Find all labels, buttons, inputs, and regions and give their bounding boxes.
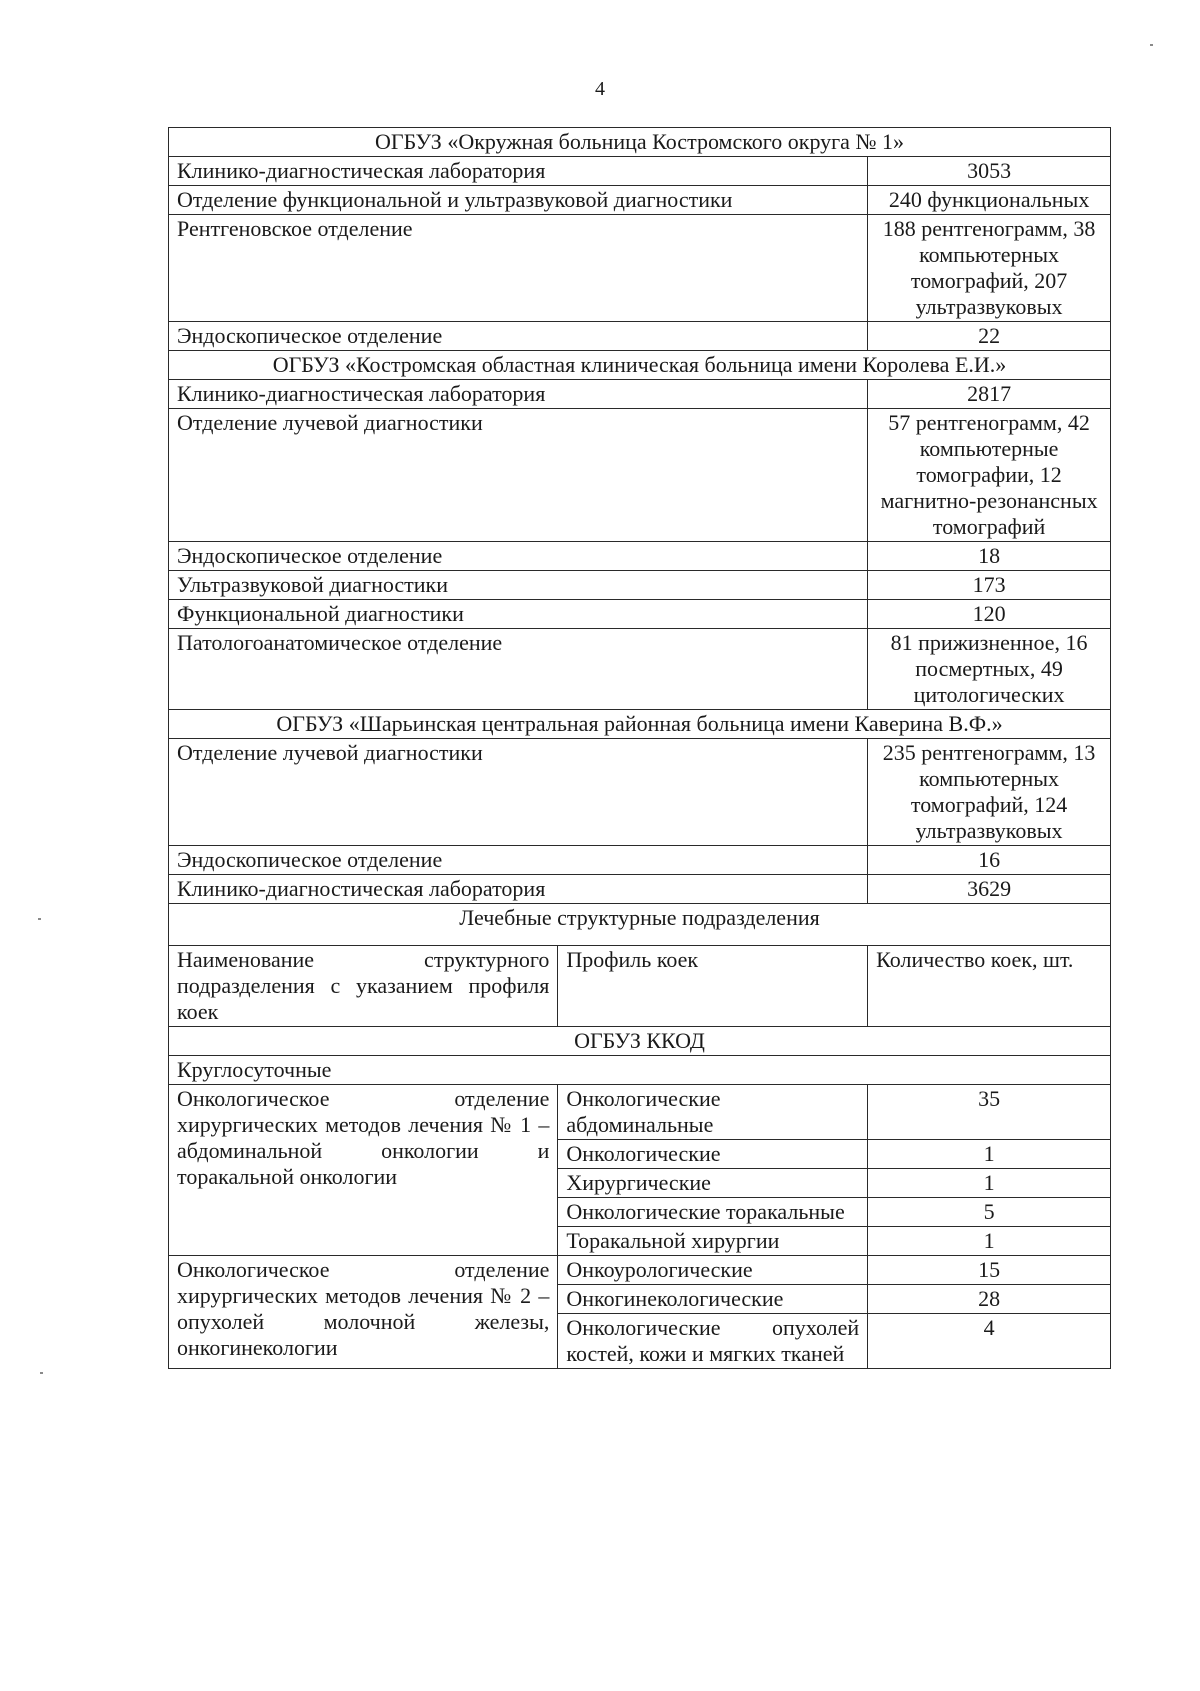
table-row xyxy=(169,629,1111,710)
section-title-row xyxy=(169,351,1111,380)
bed-count: 1 xyxy=(868,1140,1111,1169)
section2-title: ОГБУЗ «Костромская областная клиническая больница имени Королева Е.И.» xyxy=(169,351,1111,380)
scan-speck xyxy=(38,918,41,920)
unit-name: Клинико-диагностическая лаборатория xyxy=(169,380,868,409)
unit-value: 16 xyxy=(868,846,1111,875)
bed-profile: Онкогинекологические xyxy=(558,1285,868,1314)
bed-profile: Хирургические xyxy=(558,1169,868,1198)
section-title-row xyxy=(169,710,1111,739)
unit-value: 120 xyxy=(868,600,1111,629)
department-name: Онкологическое отделение хирургических методов лечения № 2 – опухолей молочной железы, онкогинекологии xyxy=(169,1256,558,1369)
bed-count: 28 xyxy=(868,1285,1111,1314)
mode-label: Круглосуточные xyxy=(169,1056,1111,1085)
section-title-row xyxy=(169,904,1111,946)
treatment-title: Лечебные структурные подразделения xyxy=(169,904,1111,946)
unit-value: 3629 xyxy=(868,875,1111,904)
table-row xyxy=(169,1256,1111,1285)
unit-value: 57 рентгенограмм, 42 компьютерные томографии, 12 магнитно-резонансных томографий xyxy=(868,409,1111,542)
header-name: Наименование структурного подразделения с указанием профиля коек xyxy=(169,946,558,1027)
unit-value: 3053 xyxy=(868,157,1111,186)
unit-value: 173 xyxy=(868,571,1111,600)
unit-name: Эндоскопическое отделение xyxy=(169,542,868,571)
mode-row xyxy=(169,1056,1111,1085)
unit-value: 188 рентгенограмм, 38 компьютерных томографий, 207 ультразвуковых xyxy=(868,215,1111,322)
unit-name: Отделение лучевой диагностики xyxy=(169,409,868,542)
unit-value: 18 xyxy=(868,542,1111,571)
table-row xyxy=(169,186,1111,215)
bed-profile: Онкологические опухолей костей, кожи и мягких тканей xyxy=(558,1314,868,1369)
table-row xyxy=(169,846,1111,875)
section3-title: ОГБУЗ «Шарьинская центральная районная больница имени Каверина В.Ф.» xyxy=(169,710,1111,739)
page-number: 4 xyxy=(595,78,605,100)
bed-count: 35 xyxy=(868,1085,1111,1140)
table-row xyxy=(169,157,1111,186)
table-row xyxy=(169,1085,1111,1140)
unit-name: Отделение лучевой диагностики xyxy=(169,739,868,846)
bed-profile: Онкологические торакальные xyxy=(558,1198,868,1227)
unit-name: Патологоанатомическое отделение xyxy=(169,629,868,710)
table-row xyxy=(169,571,1111,600)
table-row xyxy=(169,322,1111,351)
section1-title: ОГБУЗ «Окружная больница Костромского округа № 1» xyxy=(169,128,1111,157)
table-row xyxy=(169,542,1111,571)
unit-value: 2817 xyxy=(868,380,1111,409)
unit-value: 240 функциональных xyxy=(868,186,1111,215)
bed-profile: Онкологические xyxy=(558,1140,868,1169)
bed-count: 15 xyxy=(868,1256,1111,1285)
header-row xyxy=(169,946,1111,1027)
table-row xyxy=(169,600,1111,629)
table-row xyxy=(169,739,1111,846)
header-profile: Профиль коек xyxy=(558,946,868,1027)
unit-name: Ультразвуковой диагностики xyxy=(169,571,868,600)
org-title: ОГБУЗ ККОД xyxy=(169,1027,1111,1056)
org-row xyxy=(169,1027,1111,1056)
report-table xyxy=(168,127,1111,1369)
section-title-row xyxy=(169,128,1111,157)
unit-name: Отделение функциональной и ультразвуковой диагностики xyxy=(169,186,868,215)
unit-name: Клинико-диагностическая лаборатория xyxy=(169,157,868,186)
bed-profile: Онкоурологические xyxy=(558,1256,868,1285)
bed-count: 1 xyxy=(868,1169,1111,1198)
unit-name: Эндоскопическое отделение xyxy=(169,322,868,351)
table-row xyxy=(169,875,1111,904)
unit-value: 22 xyxy=(868,322,1111,351)
unit-name: Рентгеновское отделение xyxy=(169,215,868,322)
bed-count: 5 xyxy=(868,1198,1111,1227)
scan-speck xyxy=(40,1372,43,1374)
unit-name: Клинико-диагностическая лаборатория xyxy=(169,875,868,904)
unit-value: 235 рентгенограмм, 13 компьютерных томографий, 124 ультразвуковых xyxy=(868,739,1111,846)
table-row xyxy=(169,380,1111,409)
table-row xyxy=(169,215,1111,322)
bed-count: 1 xyxy=(868,1227,1111,1256)
bed-profile: Торакальной хирургии xyxy=(558,1227,868,1256)
header-count: Количество коек, шт. xyxy=(868,946,1111,1027)
bed-count: 4 xyxy=(868,1314,1111,1369)
unit-value: 81 прижизненное, 16 посмертных, 49 цитологических xyxy=(868,629,1111,710)
bed-profile: Онкологические абдоминальные xyxy=(558,1085,868,1140)
department-name: Онкологическое отделение хирургических методов лечения № 1 – абдоминальной онкологии и торакальной онкологии xyxy=(169,1085,558,1256)
unit-name: Функциональной диагностики xyxy=(169,600,868,629)
unit-name: Эндоскопическое отделение xyxy=(169,846,868,875)
table-row xyxy=(169,409,1111,542)
scan-speck xyxy=(1150,44,1153,46)
